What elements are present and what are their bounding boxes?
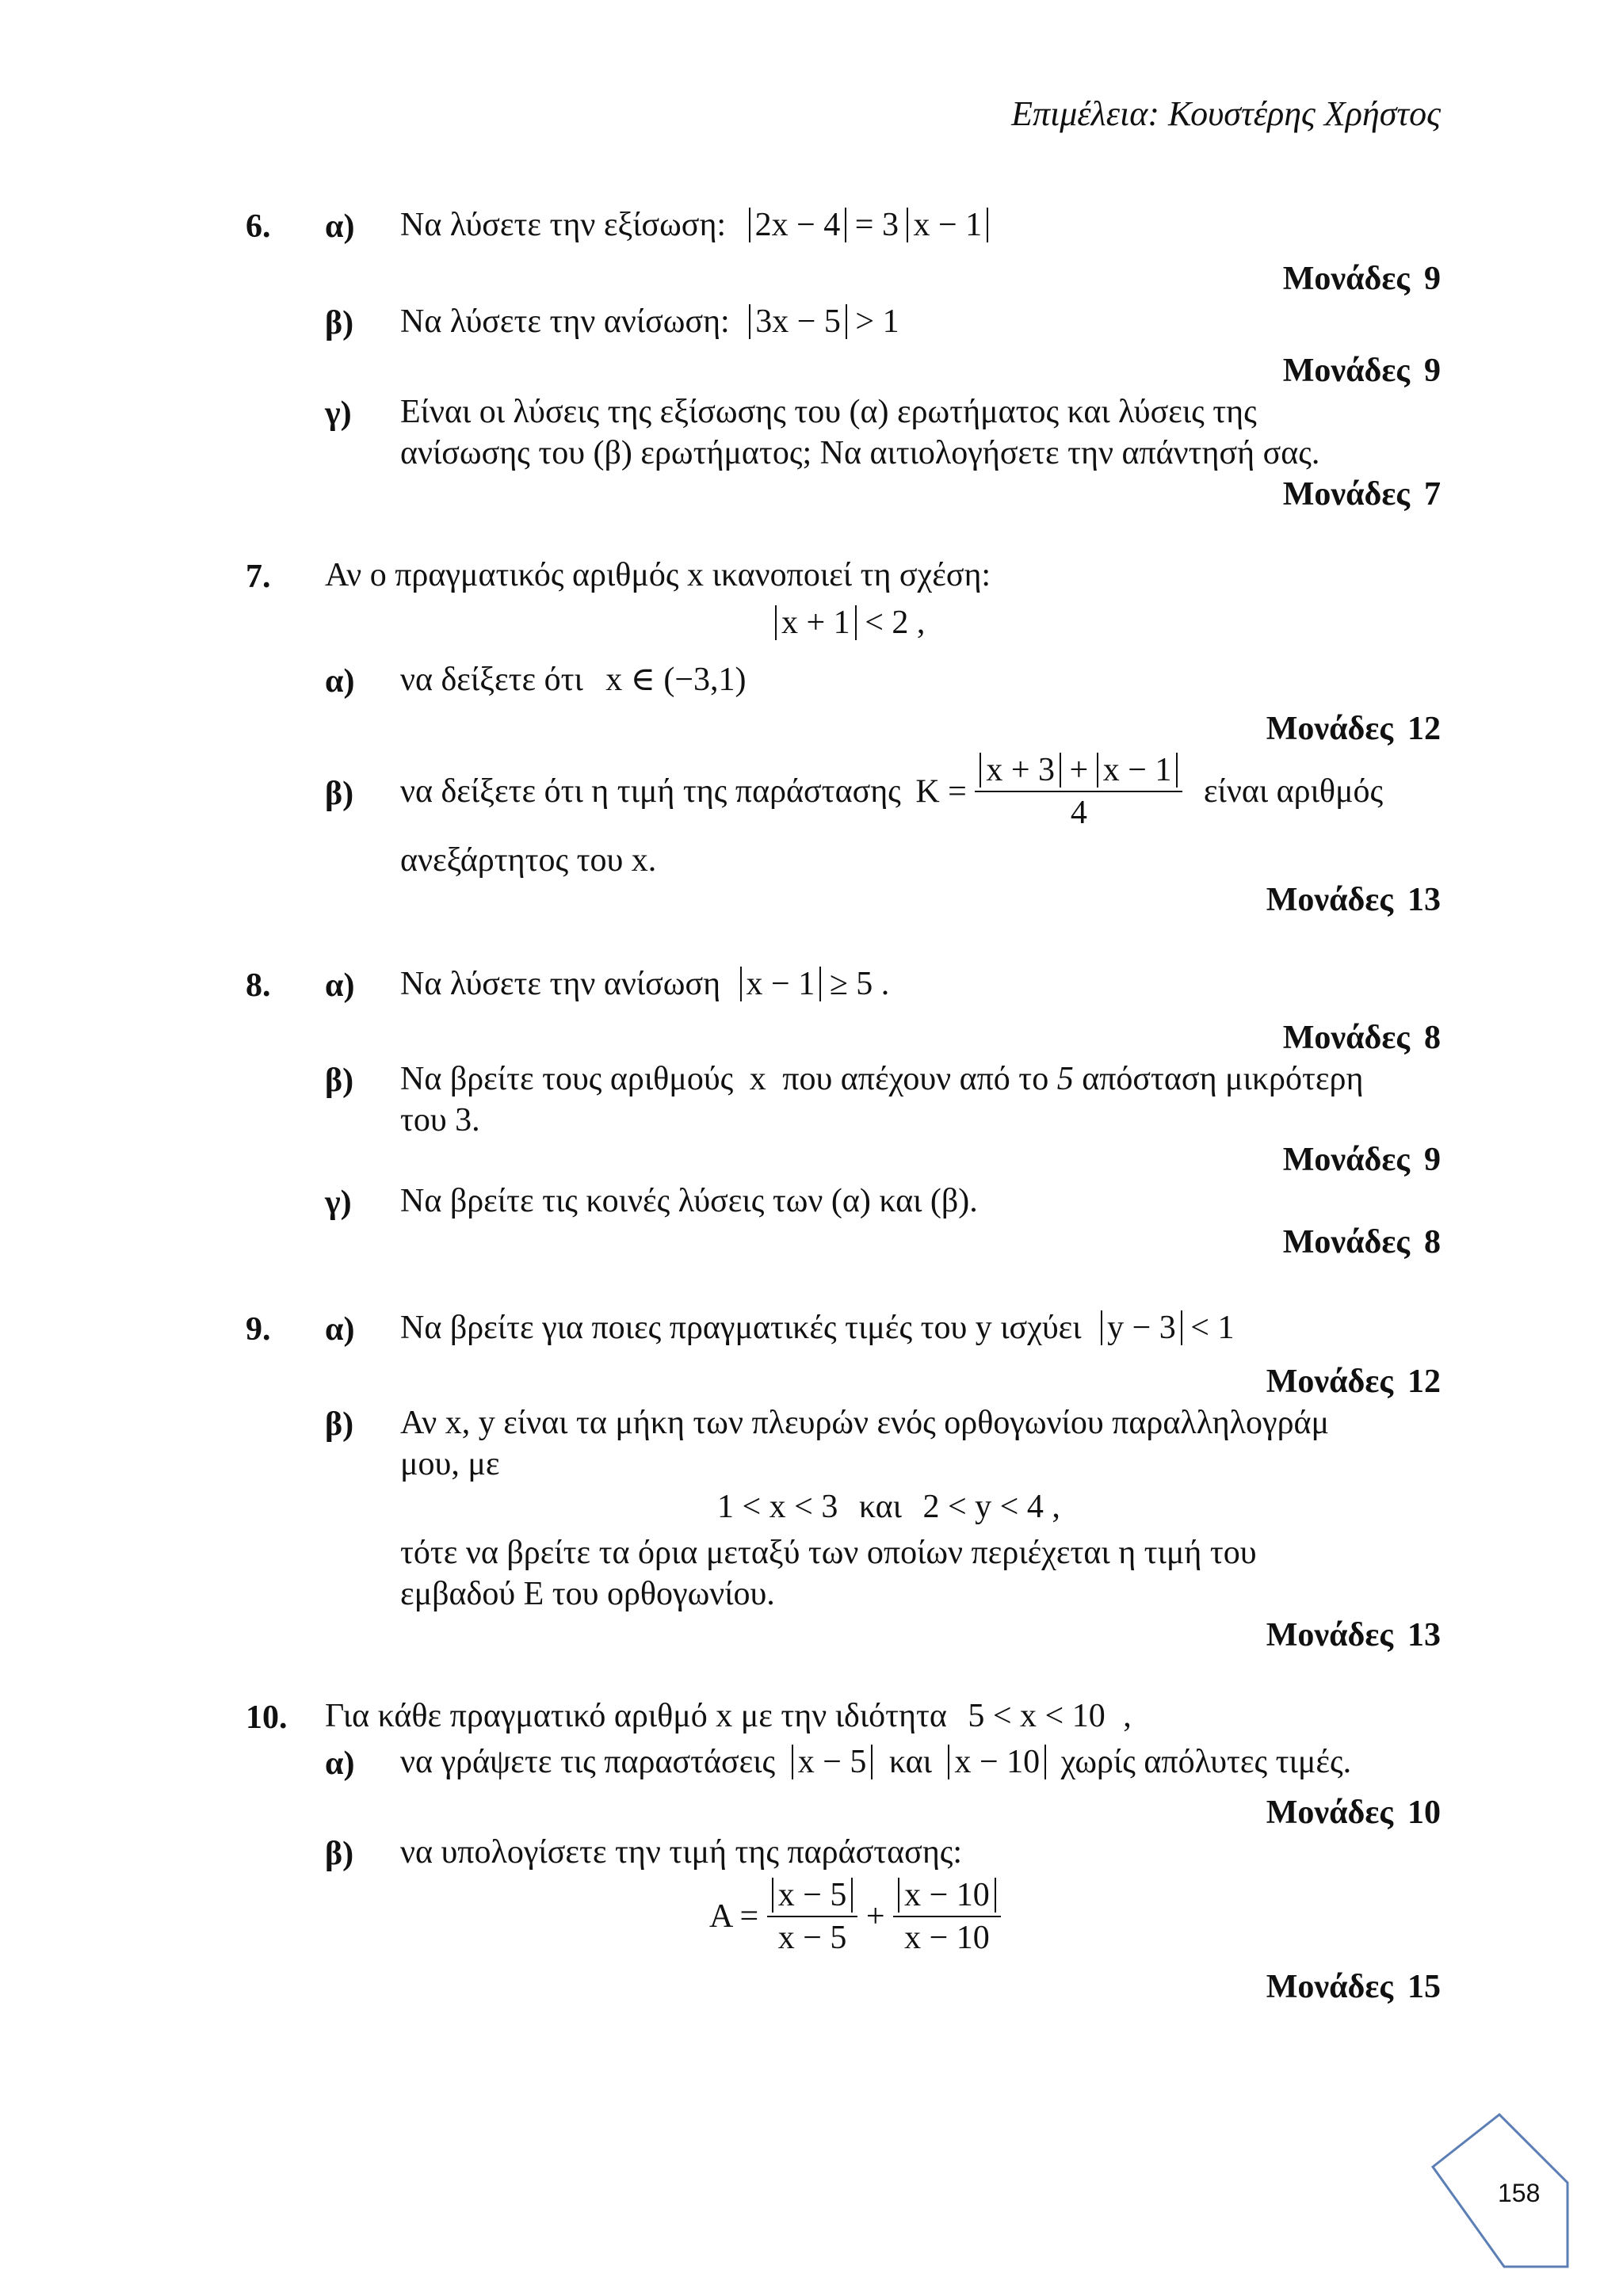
exercise-6a-text bbox=[400, 204, 988, 246]
exercise-8b-marks: Μονάδες 9 bbox=[1282, 1142, 1441, 1178]
math-denominator: 4 bbox=[1070, 795, 1087, 831]
exercise-8c-text: Να βρείτε τις κοινές λύσεις των (α) και (β). bbox=[400, 1183, 978, 1219]
text: να γράψετε τις παραστάσεις bbox=[400, 1744, 776, 1780]
math-numerator bbox=[767, 1876, 858, 1917]
exercise-10a-text bbox=[400, 1741, 1351, 1783]
exercise-9b-text-line3: τότε να βρείτε τα όρια μεταξύ των οποίων περιέχεται η τιμή του bbox=[400, 1535, 1257, 1571]
exercise-7a-text bbox=[400, 659, 747, 700]
math-text: 5 < x < 10 bbox=[968, 1698, 1106, 1734]
exercise-7b-prompt: να δείξετε ότι η τιμή της παράστασης bbox=[400, 773, 901, 810]
exercise-8c-marks: Μονάδες 8 bbox=[1282, 1224, 1441, 1261]
exercise-10b-label: β) bbox=[325, 1836, 354, 1872]
math-text: > 1 bbox=[855, 303, 899, 340]
exercise-8b-label: β) bbox=[325, 1062, 354, 1099]
exercise-9b-conditions bbox=[717, 1486, 1060, 1527]
math-text: = 3 bbox=[854, 207, 899, 243]
exercise-8c-label: γ) bbox=[325, 1184, 352, 1221]
exercise-9a-marks: Μονάδες 12 bbox=[1266, 1363, 1441, 1400]
math-abs: x − 1 bbox=[1097, 753, 1178, 788]
math-abs: x − 5 bbox=[772, 1878, 854, 1913]
exercise-10-intro bbox=[325, 1695, 1132, 1737]
exercise-8a-text bbox=[400, 963, 889, 1005]
math-abs: y − 3 bbox=[1101, 1310, 1182, 1345]
exercise-6b-prompt: Να λύσετε την ανίσωση: bbox=[400, 303, 730, 340]
exercise-6b-label: β) bbox=[325, 305, 354, 341]
math-text: < 1 bbox=[1190, 1310, 1235, 1346]
exercise-7b-marks: Μονάδες 13 bbox=[1266, 882, 1441, 918]
math-abs: 2x − 4 bbox=[749, 208, 847, 242]
math-text: < 2 , bbox=[865, 605, 926, 641]
exercise-10b-expression bbox=[709, 1876, 1001, 1957]
exercise-9b-label: β) bbox=[325, 1406, 354, 1443]
exercise-7b-text bbox=[400, 751, 1383, 832]
exercise-7-number: 7. bbox=[246, 559, 271, 595]
math-text: + bbox=[1069, 752, 1089, 788]
exercise-6a-marks: Μονάδες 9 bbox=[1282, 261, 1441, 297]
exercise-8a-marks: Μονάδες 8 bbox=[1282, 1020, 1441, 1056]
exercise-7-intro: Αν ο πραγματικός αριθμός x ικανοποιεί τη σχέση: bbox=[325, 557, 991, 593]
math-abs: 3x − 5 bbox=[749, 304, 847, 339]
exercise-6b-text bbox=[400, 301, 899, 342]
math-text: x ∈ (−3,1) bbox=[605, 662, 747, 698]
math-abs: x − 5 bbox=[792, 1745, 873, 1779]
math-text: x bbox=[749, 1061, 766, 1097]
math-text: A = bbox=[709, 1898, 759, 1935]
exercise-6b-marks: Μονάδες 9 bbox=[1282, 353, 1441, 389]
exercise-10a-label: α) bbox=[325, 1745, 355, 1782]
text: που απέχουν από το bbox=[782, 1061, 1049, 1097]
math-text: 2 < y < 4 , bbox=[922, 1489, 1060, 1525]
math-fraction bbox=[975, 751, 1182, 832]
exercise-6c-label: γ) bbox=[325, 395, 352, 432]
exercise-8a-inequality bbox=[740, 966, 890, 1002]
math-numerator bbox=[975, 751, 1182, 792]
exercise-7a-label: α) bbox=[325, 663, 355, 700]
exercise-8-number: 8. bbox=[246, 967, 271, 1004]
exercise-6c-text-line2: ανίσωσης του (β) ερωτήματος; Να αιτιολογήσετε την απάντησή σας. bbox=[400, 435, 1320, 471]
exercise-10b-marks: Μονάδες 15 bbox=[1266, 1969, 1441, 2005]
exercise-9a-inequality bbox=[1101, 1310, 1234, 1346]
exercise-8a-prompt: Να λύσετε την ανίσωση bbox=[400, 966, 721, 1002]
exercise-10-number: 10. bbox=[246, 1699, 288, 1736]
math-abs: x − 1 bbox=[907, 208, 988, 242]
text: απόσταση μικρότερη bbox=[1082, 1061, 1364, 1097]
exercise-6a-equation bbox=[749, 207, 989, 243]
exercise-7b-text-line2: ανεξάρτητος του x. bbox=[400, 842, 657, 879]
page-number: 158 bbox=[1498, 2179, 1541, 2207]
exercise-9a-label: α) bbox=[325, 1311, 355, 1348]
exercise-6a-label: α) bbox=[325, 208, 355, 245]
exercise-8b-text-line2: του 3. bbox=[400, 1102, 480, 1138]
exercise-7-condition bbox=[775, 602, 925, 643]
math-abs: x + 1 bbox=[775, 605, 857, 640]
header-author: Επιμέλεια: Κουστέρης Χρήστος bbox=[1011, 94, 1441, 133]
math-abs: x − 10 bbox=[898, 1878, 996, 1913]
text: και bbox=[888, 1744, 932, 1780]
exercise-6a-prompt: Να λύσετε την εξίσωση: bbox=[400, 207, 727, 243]
exercise-7b-expression bbox=[915, 752, 1191, 831]
math-text: 1 < x < 3 bbox=[717, 1489, 838, 1525]
exercise-9b-text-line1: Αν x, y είναι τα μήκη των πλευρών ενός ορθογωνίου παραλληλογράμ bbox=[400, 1405, 1330, 1441]
exercise-6b-inequality bbox=[749, 303, 899, 340]
text: Να βρείτε τους αριθμούς bbox=[400, 1061, 734, 1097]
exercise-9-number: 9. bbox=[246, 1311, 271, 1348]
exercise-10a-marks: Μονάδες 10 bbox=[1266, 1794, 1441, 1831]
text: χωρίς απόλυτες τιμές. bbox=[1060, 1744, 1352, 1780]
math-numerator bbox=[893, 1876, 1001, 1917]
exercise-9a-text bbox=[400, 1307, 1234, 1348]
exercise-7a-prompt: να δείξετε ότι bbox=[400, 662, 583, 698]
exercise-7b-label: β) bbox=[325, 776, 354, 812]
exercise-9b-text-line4: εμβαδού Ε του ορθογωνίου. bbox=[400, 1576, 775, 1612]
exercise-8a-label: α) bbox=[325, 967, 355, 1004]
math-abs: x − 10 bbox=[948, 1745, 1046, 1779]
math-fraction bbox=[893, 1876, 1001, 1957]
math-fraction bbox=[767, 1876, 858, 1957]
math-text: , bbox=[1123, 1698, 1132, 1734]
math-text: 5 bbox=[1056, 1061, 1074, 1097]
exercise-7a-marks: Μονάδες 12 bbox=[1266, 711, 1441, 747]
math-abs: x − 1 bbox=[740, 967, 822, 1001]
exercise-7b-suffix: είναι αριθμός bbox=[1203, 773, 1384, 810]
exercise-6c-marks: Μονάδες 7 bbox=[1282, 476, 1441, 513]
exercise-6c-text-line1: Είναι οι λύσεις της εξίσωσης του (α) ερωτήματος και λύσεις της bbox=[400, 394, 1257, 430]
exercise-8b-text-line1 bbox=[400, 1058, 1363, 1100]
math-denominator: x − 10 bbox=[904, 1920, 990, 1956]
math-text: ≥ 5 . bbox=[829, 966, 890, 1002]
math-text: + bbox=[865, 1898, 885, 1935]
exercise-10b-text: να υπολογίσετε την τιμή της παράστασης: bbox=[400, 1834, 963, 1871]
math-text: K = bbox=[915, 773, 967, 810]
exercise-9a-prompt: Να βρείτε για ποιες πραγματικές τιμές του y ισχύει bbox=[400, 1310, 1082, 1346]
exercise-10-prompt: Για κάθε πραγματικό αριθμό x με την ιδιότητα bbox=[325, 1698, 947, 1734]
exercise-9b-marks: Μονάδες 13 bbox=[1266, 1617, 1441, 1653]
exercise-9b-text-line2: μου, με bbox=[400, 1446, 500, 1482]
math-denominator: x − 5 bbox=[777, 1920, 847, 1956]
math-abs: x + 3 bbox=[980, 753, 1061, 788]
exercise-6-number: 6. bbox=[246, 208, 271, 245]
math-text: και bbox=[858, 1489, 902, 1525]
